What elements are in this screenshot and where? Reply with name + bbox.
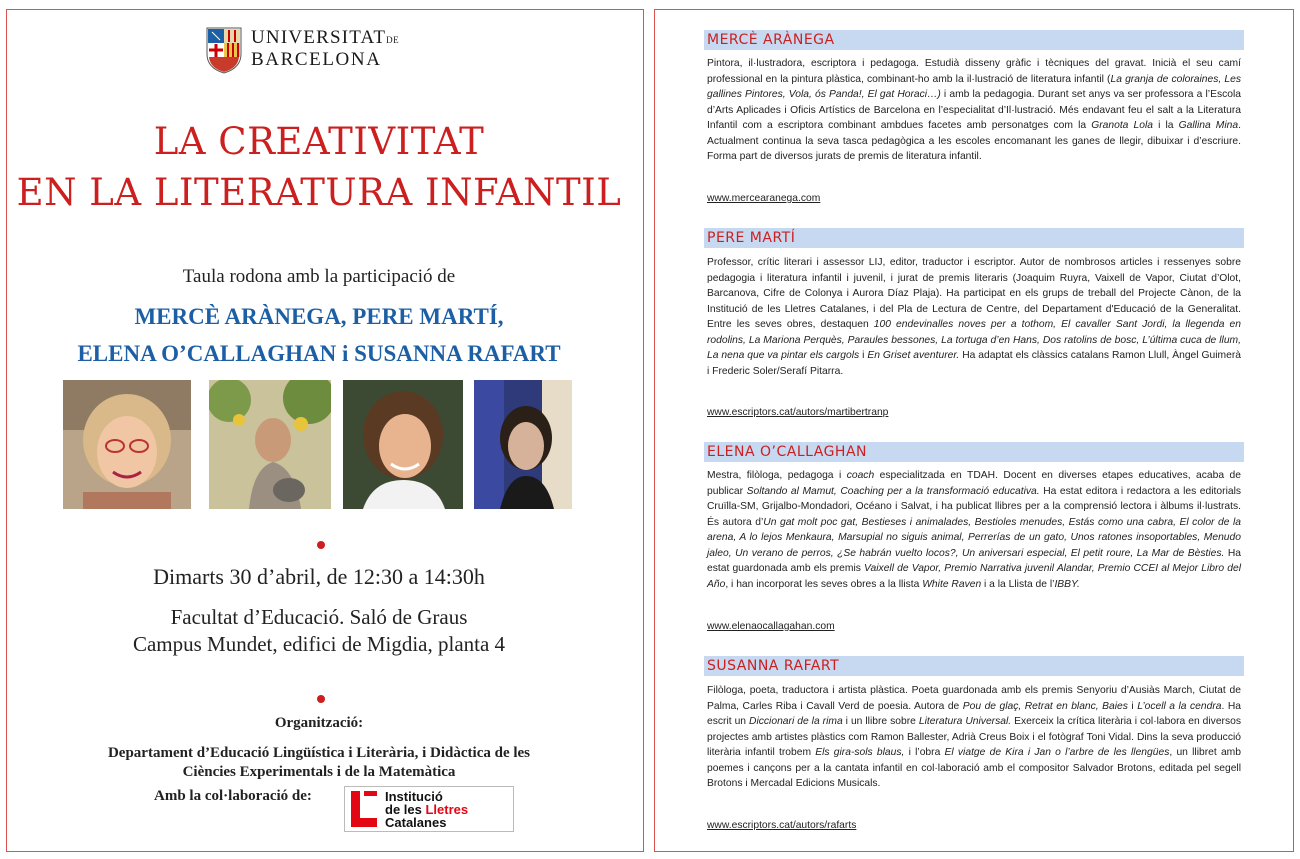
bio-italic-title: En Griset aventurer.: [867, 350, 960, 361]
logo-line1-small: DE: [386, 35, 400, 45]
bio-italic-title: Pou de glaç, Retrat en blanc, Baies: [962, 700, 1128, 712]
bio-text-merce: [707, 56, 1241, 165]
bio-text-segment: i: [859, 350, 868, 361]
participants-line2: ELENA O’CALLAGHAN i SUSANNA RAFART: [77, 341, 561, 366]
bio-italic-title: Vaixell de Vapor, Premio Narrativa juvenil Alandar, Premio CCEI al Mejor Libro del Año: [707, 563, 1242, 590]
university-shield-icon: [205, 24, 243, 74]
bio-text-segment: , un llibret amb poemes i cançons per a la cantata infantil en col·laboració amb el compositor Salvador Brotons, editada pel segell Brotons i Mercadal Edicions Musicals.: [707, 747, 1241, 789]
bio-italic-title: Diccionari de la rima: [749, 716, 843, 727]
bio-link-pere[interactable]: www.escriptors.cat/autors/martibertranp: [707, 407, 889, 418]
event-date: Dimarts 30 d’abril, de 12:30 a 14:30h: [153, 564, 485, 589]
university-logo: [205, 24, 399, 74]
bio-link-merce[interactable]: www.mercearanega.com: [707, 193, 821, 204]
participants: [0, 298, 638, 372]
iec-line2a: de les: [385, 801, 426, 817]
event-venue: [0, 604, 638, 658]
bio-text-segment: , i han incorporat les seves obres a la llista: [725, 578, 923, 590]
bio-text-segment: Ha adaptat els clàssics catalans Ramon Llull, Àngel Guimerà i Frederic Soler/Serafí Pitarra.: [707, 350, 1241, 377]
iec-mark-icon: [349, 789, 379, 829]
department-line1: Departament d’Educació Lingüística i Literària, i Didàctica de les: [107, 745, 531, 761]
bio-heading-susanna: SUSANNA RAFART: [704, 656, 1244, 676]
bio-italic-title: Granota Lola: [1091, 120, 1153, 131]
bio-text-segment: i a la Llista de l’: [981, 578, 1055, 590]
iec-line2b: Lletres: [425, 801, 469, 817]
bio-heading-merce: MERCÈ ARÀNEGA: [704, 30, 1244, 50]
department-line2: Ciències Experimentals i de la Matemàtica: [182, 764, 456, 780]
bio-link-susanna[interactable]: www.escriptors.cat/autors/rafarts: [707, 820, 857, 831]
photo-susanna-rafart: [474, 380, 572, 509]
bio-text-pere: [707, 255, 1241, 379]
iec-logo: [344, 786, 514, 832]
bio-italic-title: Soltando al Mamut, Coaching per a la transformació educativa.: [746, 485, 1040, 497]
bio-text-segment: Ha estat editora i redactora a les editorials Cruïlla-SM, Grijalbo-Mondadori, Océano i Salvat, i ha publicat llibres per a la comprensió lectora i àlbums il·lustrats. És autora d’: [707, 485, 1242, 528]
bio-text-segment: Exerceix la crítica literària i col·labora en diversos projectes amb artistes plàstics com Ramon Ballester, Adrià Creus Boix i el fotògraf Toni Vidal. Dins la seva producció literària infantil trobem: [707, 716, 1242, 758]
iec-line1: Institució: [385, 788, 443, 804]
organization-department: [0, 744, 638, 782]
bio-text-elena: [707, 468, 1241, 592]
bio-italic-title: coach: [846, 470, 875, 481]
bio-text-segment: i: [1127, 700, 1138, 712]
bio-italic-title: Gallina Mina: [1178, 120, 1239, 131]
bio-text-segment: Ha estat guardonada amb els premis: [707, 547, 1242, 574]
bio-heading-pere: PERE MARTÍ: [704, 228, 1244, 248]
bio-italic-title: 100 endevinalles noves per a tothom, El cavaller Sant Jordi, la llegenda en rodolins, La Mariona Perquès, Paraules bessones, La tortuga d’en Hans, Dos ratolins de bosc, L’última cuca de llum, La nena que va pintar els cargols: [707, 319, 1241, 361]
event-title: [0, 116, 638, 218]
venue-line2: Campus Mundet, edifici de Migdia, planta 4: [132, 632, 506, 656]
bio-italic-title: La granja de coloraines, Les gallines Pintores, Vola, ós Panda!, El gat Horaci…): [707, 73, 1241, 100]
bio-text-segment: Filòloga, poeta, traductora i artista plàstica. Poeta guardonada amb els premis Senyoriu d’Ausiàs March, Ciutat de Palma, Carles Riba i Cavall Verd de poesia. Autora de: [707, 685, 1241, 712]
organization-label: Organització:: [274, 715, 364, 731]
bio-italic-title: Un gat molt poc gat, Bestieses i animalades, Bestioles menudes, Estás como una cabra, El color de la arena, A lo lejos Menkaura, Marsupial no siguis animal, Perrerías de un gato, Unos ratones insoportables, Menudo jaleo, Un verano de perros, ¿Se habrán vuelto locos?, Un aniversari especial, El petit roure, La Mar de Bèsties.: [707, 516, 1241, 559]
bio-italic-title: Literatura Universal.: [918, 716, 1012, 727]
bio-text-segment: i l’obra: [904, 747, 945, 758]
bio-text-segment: . Ha escrit un: [707, 700, 1241, 727]
bio-italic-title: El viatge de Kira i Jan o l’arbre de les llengües: [944, 747, 1170, 758]
bio-text-segment: Professor, crític literari i assessor LIJ, editor, traductor i escriptor. Autor de nombrosos articles i ressenyes sobre pedagogia i literatura infantil i juvenil, i jurat de premis literaris (Joaquim Ruyra, Vaixell de Vapor, Ciutat d’Olot, Barcanova, Cifre de Colonya i Aurora Díaz Plaja). Ha participat en els grups de treball del Projecte Cànon, de la Institució de les Lletres Catalanes, i del Pla de Lectura de Centre, del Departament d'Educació de la Generalitat. Entre les seves obres, destaquen: [707, 257, 1241, 330]
logo-line2: BARCELONA: [251, 49, 382, 70]
photo-pere-marti: [209, 380, 331, 509]
title-line2: EN LA LITERATURA INFANTIL: [16, 171, 622, 214]
venue-line1: Facultat d’Educació. Saló de Graus: [170, 605, 468, 629]
subtitle: Taula rodona amb la participació de: [182, 266, 456, 287]
title-line1: LA CREATIVITAT: [153, 120, 485, 163]
bio-text-segment: . Actualment continua la seva tasca pedagògica a les escoles encomanant les ganes de llegir, dibuixar i d’escriure. Forma part de diversos jurats de premis de literatura infantil.: [707, 120, 1241, 162]
collaboration-label: Amb la col·laboració de:: [154, 788, 312, 804]
bio-text-segment: especialitzada en TDAH. Docent en diverses etapes educatives, acaba de publicar: [707, 470, 1241, 497]
bio-italic-title: Els gira-sols blaus,: [815, 747, 905, 758]
photo-merce-aranega: [63, 380, 191, 509]
bio-text-segment: Pintora, il·lustradora, escriptora i pedagoga. Estudià disseny gràfic i tècniques del gravat. Inicià el seu camí professional en la pintura plàstica, combinant-ho amb la il·lustració de literatura infantil (: [707, 58, 1241, 85]
bio-text-susanna: [707, 683, 1241, 792]
bio-link-elena[interactable]: www.elenaocallagahan.com: [707, 621, 835, 632]
logo-line1: UNIVERSITAT: [251, 27, 387, 48]
iec-line3: Catalanes: [385, 814, 447, 830]
bio-text-segment: i un llibre sobre: [842, 716, 919, 727]
bullet-divider: [317, 695, 325, 703]
bio-heading-elena: ELENA O’CALLAGHAN: [704, 442, 1244, 462]
bio-text-segment: i la: [1153, 120, 1179, 131]
bio-text-segment: i amb la pedagogia. Durant set anys va ser professora a l’Escola d’Arts Aplicades i Oficis Artístics de Barcelona en l’especialitat d’Il·lustració. Més endavant feu el salt a la Literatura Infantil com a escriptora combinant ambdues facetes amb personatges com la: [707, 89, 1241, 131]
photo-elena-ocallaghan: [343, 380, 463, 509]
bio-italic-title: White Raven: [922, 578, 982, 590]
bio-text-segment: Mestra, filòloga, pedagoga i: [707, 470, 847, 481]
participants-line1: MERCÈ ARÀNEGA, PERE MARTÍ,: [134, 304, 504, 329]
bullet-divider: [317, 541, 325, 549]
bio-italic-title: L’ocell a la cendra: [1137, 700, 1222, 712]
bio-italic-title: IBBY.: [1054, 578, 1080, 590]
